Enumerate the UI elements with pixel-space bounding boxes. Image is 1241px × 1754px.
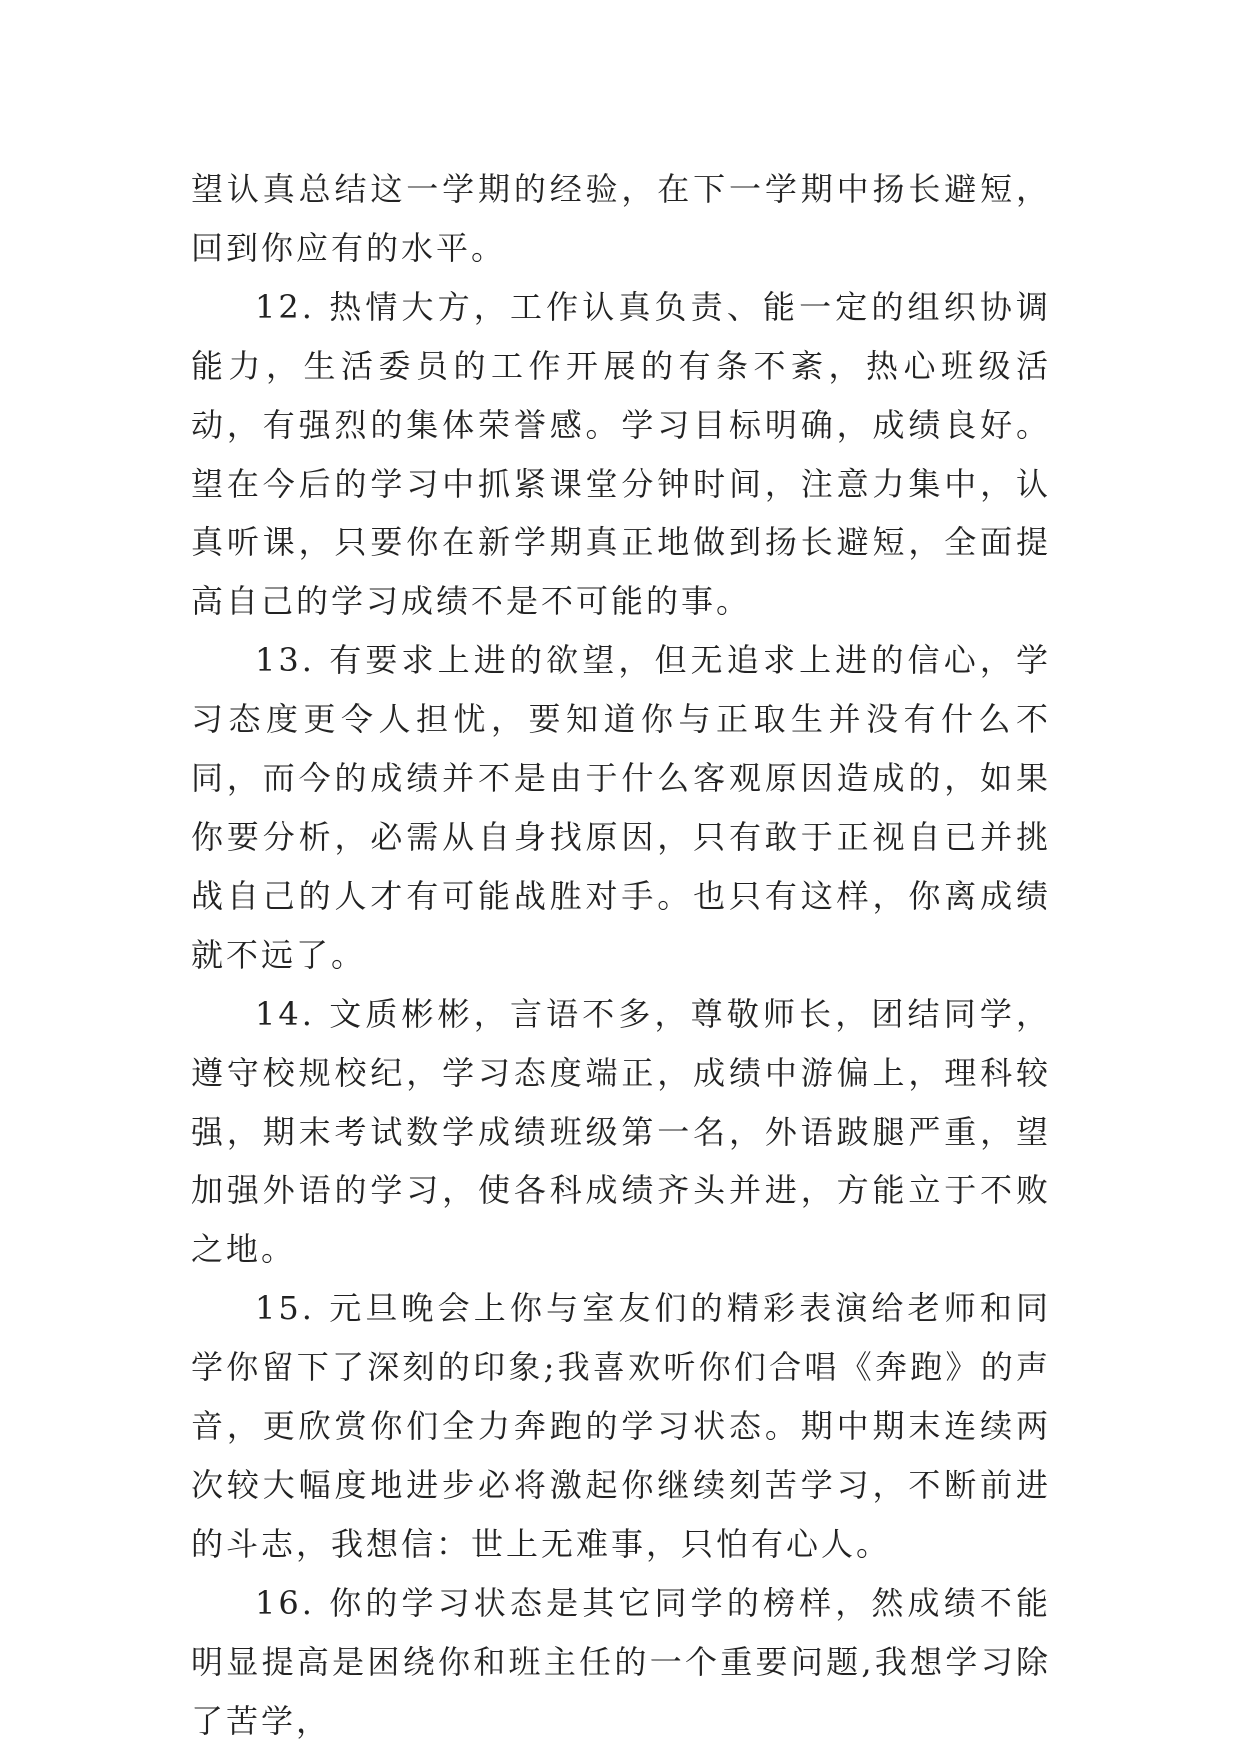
paragraph-text: 文质彬彬，言语不多，尊敬师长，团结同学，遵守校规校纪，学习态度端正，成绩中游偏上，理科较强，期末考试数学成绩班级第一名，外语跛腿严重，望加强外语的学习，使各科成绩齐头并进，方能立于不败之地。 bbox=[191, 994, 1051, 1269]
paragraph-15 bbox=[191, 1279, 1051, 1574]
paragraph-number: 12. bbox=[255, 287, 330, 326]
paragraph-text: 元旦晚会上你与室友们的精彩表演给老师和同学你留下了深刻的印象;我喜欢听你们合唱《奔跑》的声音，更欣赏你们全力奔跑的学习状态。期中期末连续两次较大幅度地进步必将激起你继续刻苦学习，不断前进的斗志，我想信：世上无难事，只怕有心人。 bbox=[191, 1289, 1051, 1563]
paragraph-text: 热情大方，工作认真负责、能一定的组织协调能力，生活委员的工作开展的有条不紊，热心班级活动，有强烈的集体荣誉感。学习目标明确，成绩良好。望在今后的学习中抓紧课堂分钟时间，注意力集中，认真听课，只要你在新学期真正地做到扬长避短，全面提高自己的学习成绩不是不可能的事。 bbox=[191, 287, 1051, 621]
paragraph-text: 有要求上进的欲望，但无追求上进的信心，学习态度更令人担忧，要知道你与正取生并没有什么不同，而今的成绩并不是由于什么客观原因造成的，如果你要分析，必需从自身找原因，只有敢于正视自已并挑战自己的人才有可能战胜对手。也只有这样，你离成绩就不远了。 bbox=[191, 641, 1051, 974]
paragraph-number: 16. bbox=[255, 1583, 330, 1622]
paragraph-16 bbox=[191, 1574, 1051, 1751]
paragraph-number: 14. bbox=[255, 994, 330, 1033]
paragraph-13 bbox=[191, 631, 1051, 984]
paragraph-text: 望认真总结这一学期的经验，在下一学期中扬长避短，回到你应有的水平。 bbox=[191, 170, 1051, 267]
paragraph-number: 15. bbox=[255, 1289, 330, 1328]
paragraph-14 bbox=[191, 985, 1051, 1280]
paragraph-12 bbox=[191, 278, 1051, 631]
document-body bbox=[191, 160, 1051, 1750]
paragraph-number: 13. bbox=[255, 641, 330, 680]
paragraph-text: 你的学习状态是其它同学的榜样，然成绩不能明显提高是困绕你和班主任的一个重要问题,我想学习除了苦学， bbox=[191, 1583, 1051, 1740]
paragraph-continued bbox=[191, 160, 1051, 278]
